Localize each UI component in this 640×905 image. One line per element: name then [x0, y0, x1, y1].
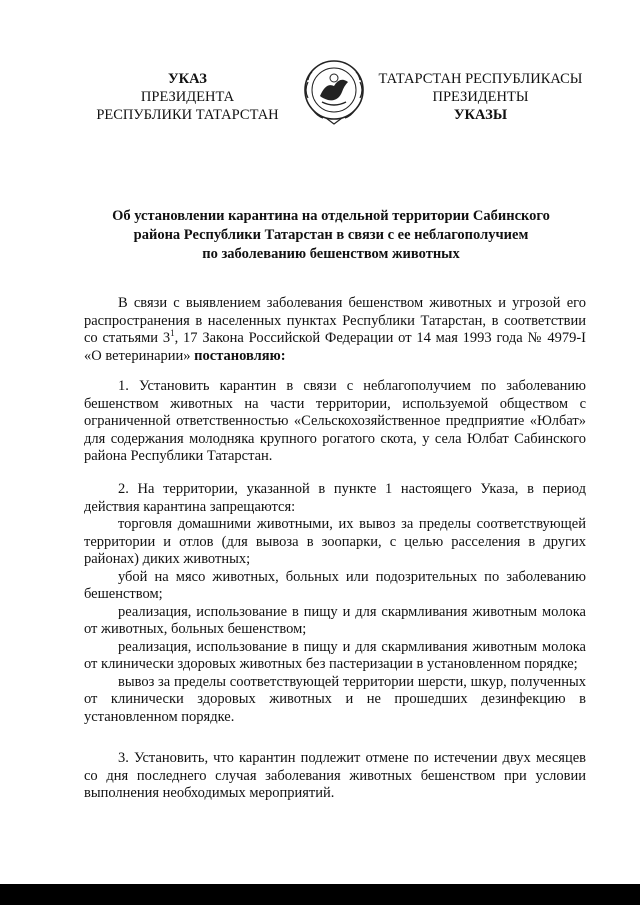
item-2-subpoint: убой на мясо животных, больных или подозрительных по заболеванию бешенством;	[84, 568, 586, 602]
item-2-subpoint: реализация, использование в пищу и для скармливания животным молока от животных, больных бешенством;	[84, 603, 586, 637]
preamble-paragraph	[84, 295, 586, 365]
document-title	[96, 207, 566, 264]
header-left	[80, 70, 295, 124]
preamble-superscript: 1	[170, 328, 175, 339]
item-2-intro: 2. На территории, указанной в пункте 1 настоящего Указа, в период действия карантина запрещаются:	[84, 481, 586, 515]
item-2-subpoint: вывоз за пределы соответствующей территории шерсти, шкур, полученных от клинически здоровых животных и не прошедших дезинфекцию в установленном порядке.	[84, 673, 586, 725]
resolve-word: постановляю:	[194, 347, 286, 364]
item-1-text: 1. Установить карантин в связи с неблагополучием по заболеванию бешенством животных на части территории, используемой обществом с ограниченной ответственностью «Сельскохозяйственное предприятие «Юлбат» для содержания молодняка крупного рогатого скота, у села Юлбат Сабинского района Республики Татарстан.	[84, 378, 586, 464]
republic-label-tatar: ТАТАРСТАН РЕСПУБЛИКАСЫ	[378, 71, 583, 87]
header-right	[368, 70, 593, 124]
tatarstan-coat-of-arms-icon	[298, 52, 370, 132]
preamble-text-cont: , 17 Закона Российской Федерации от 14 мая 1993 года № 4979-I «О ветеринарии»	[84, 330, 586, 364]
item-2-subpoint: реализация, использование в пищу и для скармливания животным молока от клинически здоровых животных без пастеризации в установленном порядке;	[84, 638, 586, 672]
decree-label: УКАЗ	[168, 71, 207, 87]
title-line: района Республики Татарстан в связи с ее неблагополучием	[133, 227, 529, 243]
item-1-paragraph	[84, 378, 586, 466]
president-label-tatar: ПРЕЗИДЕНТЫ	[432, 89, 529, 105]
title-line: по заболеванию бешенством животных	[202, 246, 460, 262]
scan-bottom-border	[0, 884, 640, 905]
item-2-section	[84, 481, 586, 726]
item-3-text: 3. Установить, что карантин подлежит отмене по истечении двух месяцев со дня последнего случая заболевания животных бешенством при условии выполнения необходимых мероприятий.	[84, 750, 586, 801]
title-line: Об установлении карантина на отдельной территории Сабинского	[112, 208, 550, 224]
republic-label: РЕСПУБЛИКИ ТАТАРСТАН	[96, 107, 279, 123]
item-3-paragraph	[84, 750, 586, 803]
preamble-text: В связи с выявлением заболевания бешенством животных и угрозой его распространения в населенных пунктах Республики Татарстан, в соответствии со статьями 3	[84, 295, 586, 346]
item-2-subpoint: торговля домашними животными, их вывоз за пределы соответствующей территории и отлов (для вывоза в зоопарки, с целью расселения в других районах) диких животных;	[84, 516, 586, 567]
president-label: ПРЕЗИДЕНТА	[140, 89, 235, 105]
decree-label-tatar: УКАЗЫ	[453, 107, 508, 123]
